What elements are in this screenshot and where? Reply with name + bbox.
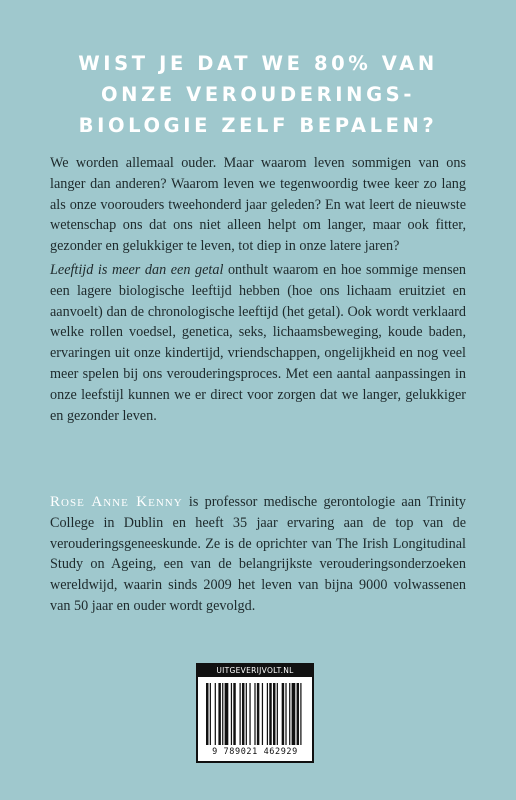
barcode-bar [233, 683, 235, 745]
barcode-bar [254, 683, 255, 745]
author-bio [50, 492, 466, 617]
barcode-bar [246, 683, 247, 745]
barcode-bar [273, 683, 275, 745]
barcode-bar [269, 683, 271, 745]
book-description-text: onthult waarom en hoe sommige mensen een lagere biologische leeftijd hebben (hoe ons lichaam eruitziet en aanvoelt) dan de chronologische leeftijd (het getal). Ook wordt verklaard welke rollen voedsel, genetica, seks, lichaamsbeweging, koude baden, ervaringen uit onze kindertijd, vriendschappen, ongelijkheid en nog veel meer spelen bij ons verouderingsproces. Met een aantal aanpassingen in onze leefstijl kunnen we er direct voor zorgen dat we langer, gelukkiger en gezonder leven. [50, 262, 466, 424]
author-name: Rose Anne Kenny [50, 494, 183, 510]
publisher-url: UITGEVERIJVOLT.NL [198, 665, 312, 677]
book-description [50, 260, 466, 426]
barcode-bar [249, 683, 250, 745]
barcode-bar [289, 683, 290, 745]
barcode-bar [206, 683, 208, 745]
barcode-block [196, 663, 314, 763]
barcode-bar [277, 683, 278, 745]
book-title: Leeftijd is meer dan een getal [50, 262, 224, 278]
back-cover-headline [0, 48, 516, 141]
author-bio-paragraph [50, 492, 466, 617]
intro-text: We worden allemaal ouder. Maar waarom leven sommigen van ons langer dan anderen? Waarom leven we tegenwoordig twee keer zo lang als onze voorouders tweehonderd jaar geleden? En wat leert de nieuwste wetenschap ons dat ons niet alleen helpt om langer, maar ook fitter, gezonder en gelukkiger te leven, tot diep in onze latere jaren? [50, 155, 466, 255]
barcode-bar [297, 683, 299, 745]
barcode-bars [206, 683, 304, 745]
author-bio-text: is professor medische gerontologie aan Trinity College in Dublin en heeft 35 jaar ervaring aan de top van de verouderingsgeneeskunde. Ze is de oprichter van The Irish Longitudinal Study on Ageing, een van de belangrijkste verouderingsonderzoeken wereldwijd, waarin sinds 2009 het leven van bijna 9000 volwassenen van 50 jaar en ouder wordt gevolgd. [50, 494, 466, 614]
book-description-paragraph [50, 260, 466, 426]
barcode-bar [300, 683, 301, 745]
barcode-bar [257, 683, 259, 745]
barcode-bar [225, 683, 229, 745]
barcode-bar [218, 683, 220, 745]
barcode-bar [262, 683, 263, 745]
headline-line-2: ONZE VEROUDERINGS- [100, 83, 416, 106]
headline-line-3: BIOLOGIE ZELF BEPALEN? [78, 114, 438, 137]
barcode-bar [231, 683, 232, 745]
barcode-bar [282, 683, 284, 745]
barcode-bar [239, 683, 240, 745]
barcode-bar [267, 683, 268, 745]
intro-paragraph [50, 153, 466, 257]
barcode-bar [285, 683, 286, 745]
barcode-bar [242, 683, 244, 745]
barcode-graphic [206, 683, 304, 745]
barcode-bar [222, 683, 223, 745]
barcode-bar [210, 683, 211, 745]
headline-line-1: WIST JE DAT WE 80% VAN [78, 52, 438, 75]
barcode-bar [292, 683, 296, 745]
isbn-number: 9 789021 462929 [212, 747, 298, 757]
barcode-bar [215, 683, 216, 745]
